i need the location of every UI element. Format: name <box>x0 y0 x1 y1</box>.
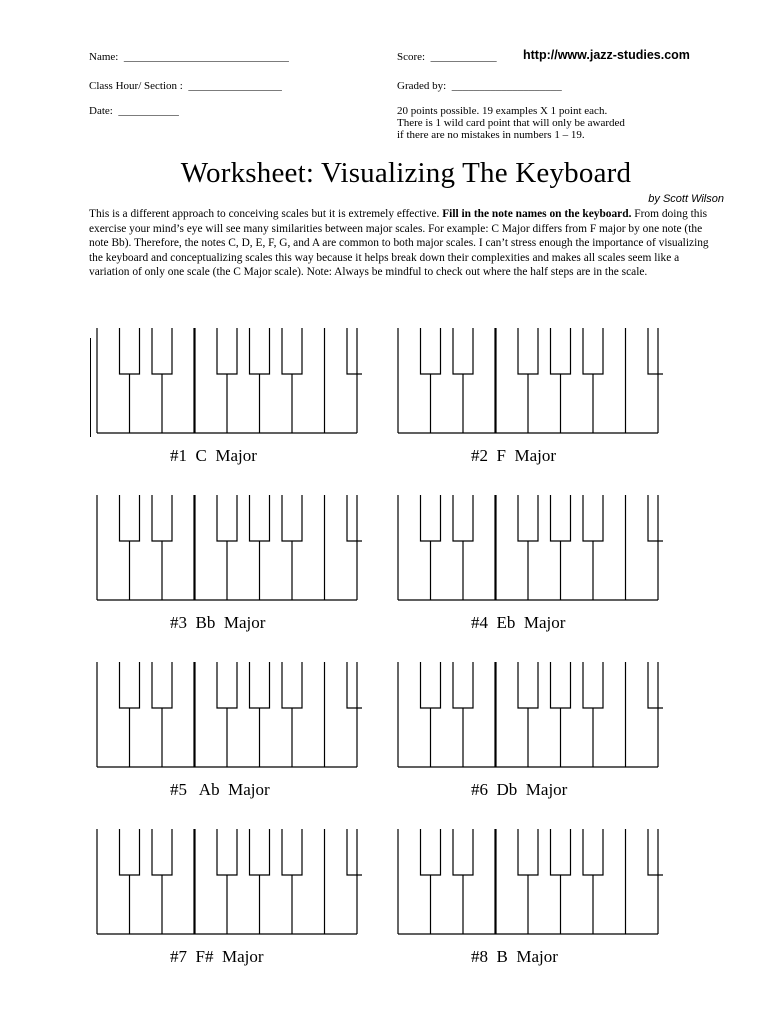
black-key[interactable] <box>347 328 362 374</box>
keyboard-svg <box>397 828 663 936</box>
black-key[interactable] <box>152 328 172 374</box>
black-key[interactable] <box>518 662 538 708</box>
black-key[interactable] <box>421 328 441 374</box>
intro-text-2: From doing this exercise your mind’s eye will see many similarities between major scales. For example: C Major differs from F major by one note (the note Bb). Therefore, the notes C, D, E, F, G, and A are common to both major scales. I can’t stress enough the importance of visualizing the keyboard and conceptualizing scales this way because it helps break down their complexities and makes all scales seem like a variation of only one scale (the C Major scale). Note: Always be mindful to check out where the half steps are in the scale. <box>89 208 709 279</box>
white-key[interactable] <box>528 708 561 767</box>
black-key[interactable] <box>551 829 571 875</box>
keyboard-svg <box>397 327 663 435</box>
black-key[interactable] <box>217 328 237 374</box>
black-key[interactable] <box>250 495 270 541</box>
white-key[interactable] <box>561 541 594 600</box>
keyboard-1[interactable] <box>96 327 362 440</box>
white-key[interactable] <box>593 374 626 433</box>
worksheet-title: Worksheet: Visualizing The Keyboard <box>180 157 632 189</box>
date-label: Date: <box>89 105 113 117</box>
black-key[interactable] <box>648 328 663 374</box>
black-key[interactable] <box>453 662 473 708</box>
caption-4: #4 Eb Major <box>471 613 566 632</box>
white-key[interactable] <box>260 708 293 767</box>
white-key[interactable] <box>130 541 163 600</box>
score-field[interactable] <box>397 51 497 64</box>
black-key[interactable] <box>152 495 172 541</box>
keyboard-svg <box>397 494 663 602</box>
white-key[interactable] <box>398 374 431 433</box>
keyboard-5[interactable] <box>96 661 362 774</box>
keyboard-svg <box>96 661 362 769</box>
black-key[interactable] <box>421 495 441 541</box>
black-key[interactable] <box>583 662 603 708</box>
class-label: Class Hour/ Section : <box>89 80 183 92</box>
white-key[interactable] <box>463 374 496 433</box>
graded-field[interactable] <box>397 80 562 93</box>
caption-5: #5 Ab Major <box>170 780 270 799</box>
black-key[interactable] <box>421 829 441 875</box>
class-field[interactable] <box>89 80 282 93</box>
white-key[interactable] <box>325 374 358 433</box>
keyboard-4[interactable] <box>397 494 663 607</box>
caption-7: #7 F# Major <box>170 947 264 966</box>
name-blank[interactable]: ______________________________ <box>123 51 289 63</box>
margin-line <box>90 338 91 437</box>
white-key[interactable] <box>227 875 260 934</box>
points-note-1: 20 points possible. 19 examples X 1 point each. <box>397 105 608 117</box>
black-key[interactable] <box>120 495 140 541</box>
caption-6: #6 Db Major <box>471 780 568 799</box>
intro-instruction: Fill in the note names on the keyboard. <box>442 208 632 220</box>
black-key[interactable] <box>282 495 302 541</box>
white-key[interactable] <box>528 875 561 934</box>
white-key[interactable] <box>292 875 325 934</box>
black-key[interactable] <box>551 662 571 708</box>
white-key[interactable] <box>463 541 496 600</box>
black-key[interactable] <box>347 495 362 541</box>
black-key[interactable] <box>250 328 270 374</box>
black-key[interactable] <box>152 829 172 875</box>
white-key[interactable] <box>496 374 529 433</box>
white-key[interactable] <box>463 875 496 934</box>
caption-2: #2 F Major <box>471 446 556 465</box>
white-key[interactable] <box>431 875 464 934</box>
white-key[interactable] <box>162 374 195 433</box>
white-key[interactable] <box>292 708 325 767</box>
name-field[interactable] <box>89 51 289 64</box>
keyboard-2[interactable] <box>397 327 663 440</box>
intro-paragraph <box>89 207 721 280</box>
black-key[interactable] <box>583 328 603 374</box>
name-label: Name: <box>89 51 119 63</box>
white-key[interactable] <box>162 541 195 600</box>
intro-text-1: This is a different approach to conceiving scales but it is extremely effective. <box>89 208 443 220</box>
white-key[interactable] <box>195 708 228 767</box>
white-key[interactable] <box>561 374 594 433</box>
points-note-3: if there are no mistakes in numbers 1 – 19. <box>397 129 585 141</box>
keyboard-svg <box>96 494 362 602</box>
white-key[interactable] <box>260 374 293 433</box>
white-key[interactable] <box>195 541 228 600</box>
white-key[interactable] <box>260 875 293 934</box>
white-key[interactable] <box>162 875 195 934</box>
white-key[interactable] <box>130 708 163 767</box>
black-key[interactable] <box>282 328 302 374</box>
white-key[interactable] <box>97 374 130 433</box>
keyboard-8[interactable] <box>397 828 663 941</box>
white-key[interactable] <box>260 541 293 600</box>
white-key[interactable] <box>292 541 325 600</box>
white-key[interactable] <box>325 541 358 600</box>
black-key[interactable] <box>347 829 362 875</box>
black-key[interactable] <box>120 328 140 374</box>
keyboard-3[interactable] <box>96 494 362 607</box>
white-key[interactable] <box>496 875 529 934</box>
black-key[interactable] <box>453 495 473 541</box>
white-key[interactable] <box>195 374 228 433</box>
black-key[interactable] <box>518 829 538 875</box>
white-key[interactable] <box>130 374 163 433</box>
white-key[interactable] <box>561 875 594 934</box>
white-key[interactable] <box>398 541 431 600</box>
black-key[interactable] <box>551 495 571 541</box>
white-key[interactable] <box>97 708 130 767</box>
black-key[interactable] <box>551 328 571 374</box>
keyboard-7[interactable] <box>96 828 362 941</box>
black-key[interactable] <box>217 495 237 541</box>
black-key[interactable] <box>217 829 237 875</box>
black-key[interactable] <box>421 662 441 708</box>
caption-8: #8 B Major <box>471 947 558 966</box>
white-key[interactable] <box>398 875 431 934</box>
black-key[interactable] <box>347 662 362 708</box>
black-key[interactable] <box>282 662 302 708</box>
white-key[interactable] <box>431 374 464 433</box>
white-key[interactable] <box>528 374 561 433</box>
black-key[interactable] <box>217 662 237 708</box>
white-key[interactable] <box>130 875 163 934</box>
black-key[interactable] <box>518 328 538 374</box>
white-key[interactable] <box>162 708 195 767</box>
black-key[interactable] <box>583 495 603 541</box>
white-key[interactable] <box>593 875 626 934</box>
score-blank[interactable]: ____________ <box>430 51 497 63</box>
white-key[interactable] <box>227 708 260 767</box>
white-key[interactable] <box>626 708 659 767</box>
date-blank[interactable]: ___________ <box>118 105 179 117</box>
white-key[interactable] <box>398 708 431 767</box>
white-key[interactable] <box>431 541 464 600</box>
black-key[interactable] <box>648 829 663 875</box>
score-label: Score: <box>397 51 426 63</box>
white-key[interactable] <box>431 708 464 767</box>
black-key[interactable] <box>453 328 473 374</box>
white-key[interactable] <box>496 708 529 767</box>
white-key[interactable] <box>325 875 358 934</box>
black-key[interactable] <box>453 829 473 875</box>
white-key[interactable] <box>227 374 260 433</box>
class-blank[interactable]: _________________ <box>188 80 282 92</box>
keyboard-svg <box>397 661 663 769</box>
white-key[interactable] <box>97 541 130 600</box>
date-field[interactable] <box>89 105 179 118</box>
black-key[interactable] <box>518 495 538 541</box>
white-key[interactable] <box>593 708 626 767</box>
caption-3: #3 Bb Major <box>170 613 266 632</box>
black-key[interactable] <box>120 829 140 875</box>
black-key[interactable] <box>648 662 663 708</box>
black-key[interactable] <box>583 829 603 875</box>
white-key[interactable] <box>626 541 659 600</box>
author-byline: by Scott Wilson <box>648 193 724 205</box>
keyboard-6[interactable] <box>397 661 663 774</box>
black-key[interactable] <box>648 495 663 541</box>
keyboard-svg <box>96 327 362 435</box>
white-key[interactable] <box>528 541 561 600</box>
caption-1: #1 C Major <box>170 446 257 465</box>
white-key[interactable] <box>292 374 325 433</box>
black-key[interactable] <box>152 662 172 708</box>
white-key[interactable] <box>561 708 594 767</box>
graded-blank[interactable]: ____________________ <box>451 80 562 92</box>
white-key[interactable] <box>325 708 358 767</box>
white-key[interactable] <box>97 875 130 934</box>
keyboard-svg <box>96 828 362 936</box>
white-key[interactable] <box>626 374 659 433</box>
white-key[interactable] <box>227 541 260 600</box>
white-key[interactable] <box>195 875 228 934</box>
points-note-2: There is 1 wild card point that will only be awarded <box>397 117 625 129</box>
white-key[interactable] <box>626 875 659 934</box>
black-key[interactable] <box>120 662 140 708</box>
black-key[interactable] <box>250 829 270 875</box>
white-key[interactable] <box>496 541 529 600</box>
graded-label: Graded by: <box>397 80 447 92</box>
white-key[interactable] <box>463 708 496 767</box>
black-key[interactable] <box>250 662 270 708</box>
website-url[interactable]: http://www.jazz-studies.com <box>523 48 690 62</box>
black-key[interactable] <box>282 829 302 875</box>
white-key[interactable] <box>593 541 626 600</box>
